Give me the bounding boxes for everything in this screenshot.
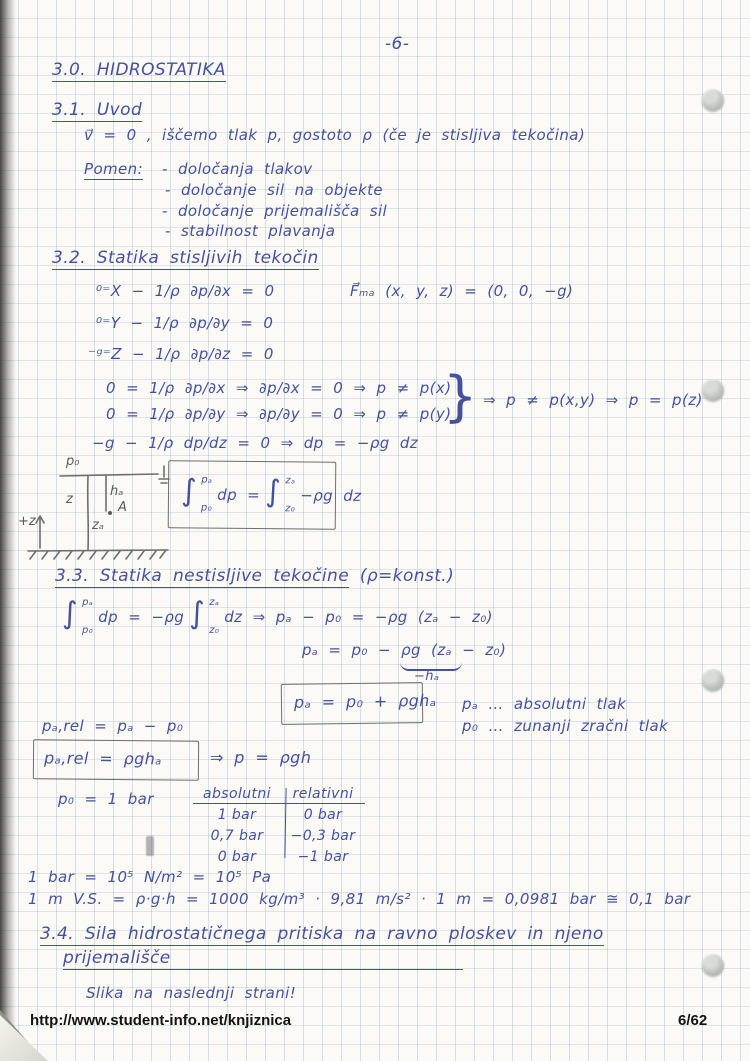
table-header-row <box>193 786 365 804</box>
p0-value-line: p₀ = 1 bar <box>58 790 154 808</box>
diagram-zA-label: zₐ <box>92 518 104 533</box>
pencil-smudge <box>146 836 154 856</box>
equation-y: ⁰⁼Y − 1/ρ ∂p/∂y = 0 <box>96 314 274 332</box>
table-row <box>193 846 365 867</box>
intro-line: v⃗ = 0 , iščemo tlak p, gostoto ρ (če je stisljiva tekočina) <box>84 126 586 144</box>
boxed-pA-equation <box>281 682 437 725</box>
equation-force-field: F⃗ₘₐ (x, y, z) = (0, 0, −g) <box>350 282 574 300</box>
equation-x: ⁰⁼X − 1/ρ ∂p/∂x = 0 <box>96 282 275 300</box>
point-A-dot <box>108 511 112 515</box>
integral-limits: pₐ p₀ <box>82 597 94 636</box>
boxed-integral-equation <box>168 460 362 529</box>
punch-hole <box>702 669 724 691</box>
pomen-item: - določanje sil na objekte <box>165 181 384 199</box>
table-row <box>193 825 365 846</box>
equation-pA-rearranged: pₐ = p₀ − ρg (zₐ − z₀) <box>302 641 507 659</box>
relative-pressure-text: pₐ,rel = ρghₐ <box>43 748 162 769</box>
integral-sign: ∫ <box>62 596 79 631</box>
integral-limits: zₐ z₀ <box>209 597 220 636</box>
diagram-p0-label: p₀ <box>66 454 80 469</box>
integral-equation-33 <box>62 598 493 636</box>
underbrace-label: −hₐ <box>414 669 440 684</box>
pressure-table <box>193 786 365 867</box>
table-cell: 1 bar <box>217 806 257 823</box>
table-cell: 0 bar <box>303 806 343 823</box>
next-page-note: Slika na naslednji strani! <box>86 984 297 1002</box>
integral-limits: zₐ z₀ <box>285 475 296 515</box>
integral-limits: pₐ p₀ <box>200 474 213 514</box>
section-3-2-title: 3.2. Statika stisljivih tekočin <box>52 248 319 268</box>
table-row <box>193 804 365 825</box>
scan-left-edge-shadow <box>0 0 16 1061</box>
section-3-3-title: 3.3. Statika nestisljive tekočine (ρ=konst.) <box>55 566 455 586</box>
integral-sign: ∫ <box>265 474 282 510</box>
rho-g-h-result: ⇒ p = ρgh <box>210 748 312 767</box>
integral-equation <box>181 475 362 515</box>
derivation-conclusion: ⇒ p ≠ p(x,y) ⇒ p = p(z) <box>483 391 703 409</box>
pomen-item: - določanja tlakov <box>162 160 313 178</box>
table-header-relative: relativni <box>281 786 365 804</box>
section-3-4-title-line2: prijemališče <box>63 948 463 970</box>
note-atmospheric-pressure: p₀ … zunanji zračni tlak <box>462 717 669 735</box>
pA-equation-text: pₐ = p₀ + ρghₐ <box>293 690 437 712</box>
section-3-0-title: 3.0. HIDROSTATIKA <box>52 60 226 80</box>
table-cell: −0,3 bar <box>290 827 356 844</box>
section-3-4-title-line1: 3.4. Sila hidrostatičnega pritiska na ravno ploskev in njeno <box>40 924 604 944</box>
section-3-1-title: 3.1. Uvod <box>52 100 143 120</box>
integral-tail: dz ⇒ pₐ − p₀ = −ρg (zₐ − z₀) <box>224 608 493 626</box>
integral-tail: −ρg dz <box>300 486 362 505</box>
system-brace: } <box>443 365 478 428</box>
table-cell: 0,7 bar <box>210 827 264 844</box>
diagram-A-label: A <box>118 500 127 515</box>
table-cell: 0 bar <box>217 848 257 865</box>
derivation-y: 0 = 1/ρ ∂p/∂y ⇒ ∂p/∂y = 0 ⇒ p ≠ p(y) <box>106 405 452 423</box>
footer-page-indicator: 6/62 <box>678 1012 708 1029</box>
equation-dpdz: −g − 1/ρ dp/dz = 0 ⇒ dp = −ρg dz <box>92 434 419 452</box>
pomen-item: - določanje prijemališča sil <box>162 202 388 220</box>
table-cell: −1 bar <box>297 848 349 865</box>
integral-mid: dp = −ρg <box>98 608 185 626</box>
integral-sign: ∫ <box>189 596 206 631</box>
punch-hole <box>702 954 724 976</box>
punch-hole <box>702 379 724 401</box>
relative-pressure-definition: pₐ,rel = pₐ − p₀ <box>42 717 184 735</box>
water-column-conversion-line: 1 m V.S. = ρ·g·h = 1000 kg/m³ · 9,81 m/s² · 1 m = 0,0981 bar ≅ 0,1 bar <box>28 890 691 908</box>
diagram-z-label: z <box>66 492 73 507</box>
page-number: -6- <box>385 34 410 54</box>
pomen-item: - stabilnost plavanja <box>165 222 336 240</box>
bar-conversion-line: 1 bar = 10⁵ N/m² = 10⁵ Pa <box>28 868 272 886</box>
equation-z: ⁻ᵍ⁼Z − 1/ρ ∂p/∂z = 0 <box>88 345 274 363</box>
footer-url: http://www.student-info.net/knjiznica <box>30 1012 292 1029</box>
derivation-x: 0 = 1/ρ ∂p/∂x ⇒ ∂p/∂x = 0 ⇒ p ≠ p(x) <box>106 379 452 397</box>
diagram-hA-label: hₐ <box>110 484 124 499</box>
note-absolute-pressure: pₐ … absolutni tlak <box>462 695 627 713</box>
pomen-label: Pomen: <box>84 160 144 178</box>
diagram-plus-z-label: +z <box>18 514 36 529</box>
integral-sign: ∫ <box>180 473 198 509</box>
table-header-absolute: absolutni <box>193 786 281 804</box>
boxed-relative-pressure <box>33 739 199 780</box>
punch-hole <box>702 89 724 111</box>
integral-mid: dp = <box>217 485 261 505</box>
